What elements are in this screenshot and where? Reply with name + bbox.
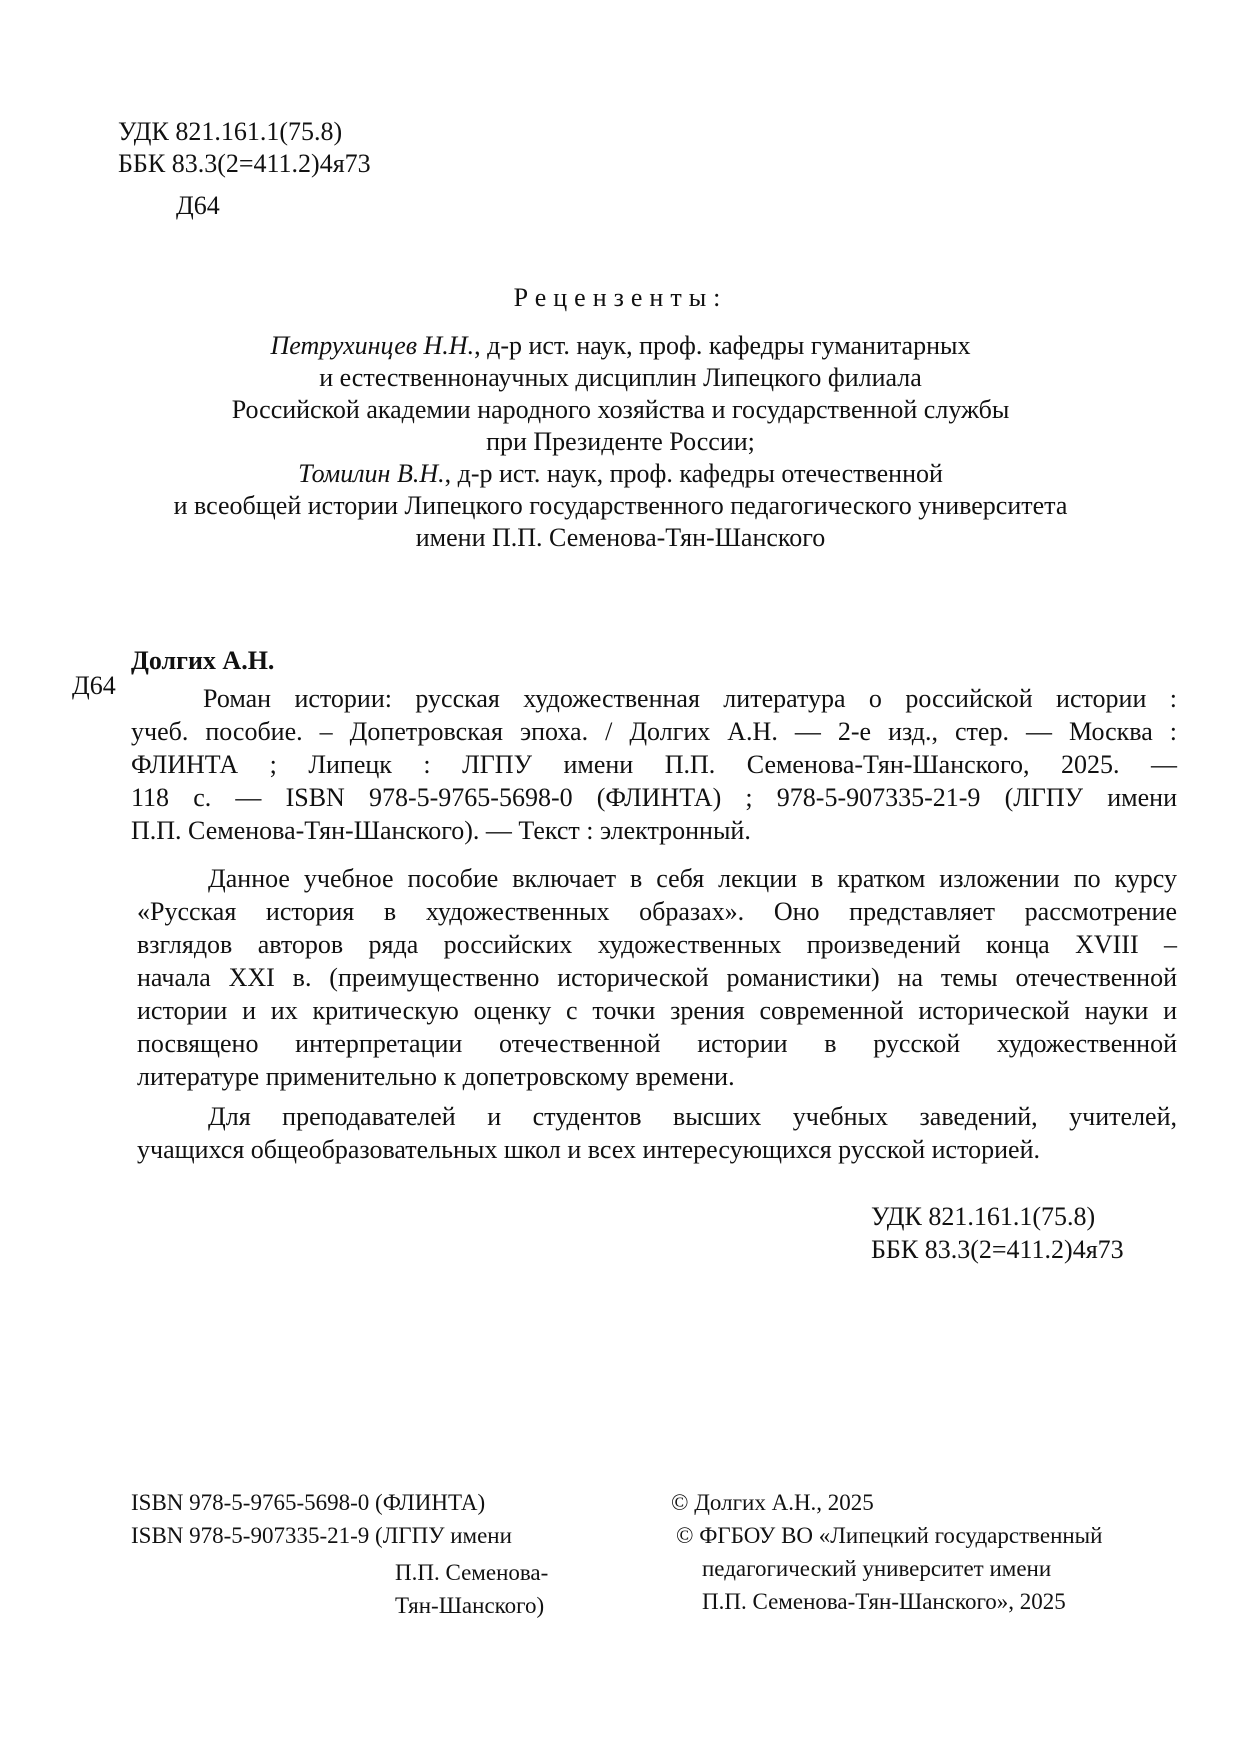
copyright-publisher-line-1: © ФГБОУ ВО «Липецкий государственный xyxy=(676,1523,1103,1548)
bbk-code-bottom: ББК 83.3(2=411.2)4я73 xyxy=(871,1235,1124,1264)
annotation-p1-line-6: посвящено интерпретации отечественной истории в русской художественной xyxy=(137,1029,1177,1058)
annotation-p1-line-1: Данное учебное пособие включает в себя лекции в кратком изложении по курсу xyxy=(208,864,1177,893)
reviewer-1-line-2: и естественнонаучных дисциплин Липецкого филиала xyxy=(319,363,922,392)
annotation-p1-line-3: взглядов авторов ряда российских художественных произведений конца XVIII – xyxy=(137,930,1177,959)
annotation-p2-line-1: Для преподавателей и студентов высших учебных заведений, учителей, xyxy=(208,1102,1177,1131)
isbn-line-3: П.П. Семенова- xyxy=(395,1560,549,1585)
biblio-author-mark: Д64 xyxy=(72,671,116,700)
copyright-publisher-line-3: П.П. Семенова-Тян-Шанского», 2025 xyxy=(702,1589,1066,1614)
reviewer-2-line-1 xyxy=(0,458,1241,490)
biblio-author: Долгих А.Н. xyxy=(131,646,275,675)
udk-code-top: УДК 821.161.1(75.8) xyxy=(118,117,343,146)
reviewer-1-line-1 xyxy=(0,330,1241,362)
reviewer-2-line-3: имени П.П. Семенова-Тян-Шанского xyxy=(415,523,826,552)
udk-code-bottom: УДК 821.161.1(75.8) xyxy=(871,1202,1096,1231)
reviewer-1-line-4: при Президенте России; xyxy=(486,427,755,456)
biblio-line-2: учеб. пособие. – Допетровская эпоха. / Долгих А.Н. — 2-е изд., стер. — Москва : xyxy=(131,717,1177,746)
annotation-p1-line-4: начала XXI в. (преимущественно исторической романистики) на темы отечественной xyxy=(137,963,1177,992)
biblio-line-3: ФЛИНТА ; Липецк : ЛГПУ имени П.П. Семенова-Тян-Шанского, 2025. — xyxy=(131,750,1177,779)
copyright-author: © Долгих А.Н., 2025 xyxy=(671,1490,874,1515)
biblio-line-4: 118 с. — ISBN 978-5-9765-5698-0 (ФЛИНТА) ; 978-5-907335-21-9 (ЛГПУ имени xyxy=(131,783,1177,812)
copyright-publisher-line-2: педагогический университет имени xyxy=(702,1556,1052,1581)
reviewers-heading: Рецензенты: xyxy=(513,283,728,312)
isbn-line-4: Тян-Шанского) xyxy=(395,1593,545,1618)
annotation-p1-line-5: истории и их критическую оценку с точки зрения современной исторической науки и xyxy=(137,996,1177,1025)
isbn-line-1: ISBN 978-5-9765-5698-0 (ФЛИНТА) xyxy=(131,1490,486,1515)
reviewer-2-line-2: и всеобщей истории Липецкого государственного педагогического университета xyxy=(173,491,1068,520)
annotation-p1-line-2: «Русская история в художественных образах». Оно представляет рассмотрение xyxy=(137,897,1177,926)
author-mark-top: Д64 xyxy=(176,191,220,220)
biblio-line-5: П.П. Семенова-Тян-Шанского). — Текст : электронный. xyxy=(131,816,751,845)
reviewer-1-title: , д-р ист. наук, проф. кафедры гуманитарных xyxy=(474,331,971,360)
biblio-line-1: Роман истории: русская художественная литература о российской истории : xyxy=(203,684,1177,713)
reviewer-2-title: , д-р ист. наук, проф. кафедры отечественной xyxy=(444,459,943,488)
bbk-code-top: ББК 83.3(2=411.2)4я73 xyxy=(118,149,371,178)
reviewer-1-name: Петрухинцев Н.Н. xyxy=(270,331,475,360)
annotation-p1-line-7: литературе применительно к допетровскому времени. xyxy=(137,1062,735,1091)
isbn-line-2: ISBN 978-5-907335-21-9 (ЛГПУ имени xyxy=(131,1523,512,1548)
reviewer-2-name: Томилин В.Н. xyxy=(298,459,445,488)
annotation-p2-line-2: учащихся общеобразовательных школ и всех интересующихся русской историей. xyxy=(137,1135,1040,1164)
reviewer-1-line-3: Российской академии народного хозяйства и государственной службы xyxy=(231,395,1010,424)
